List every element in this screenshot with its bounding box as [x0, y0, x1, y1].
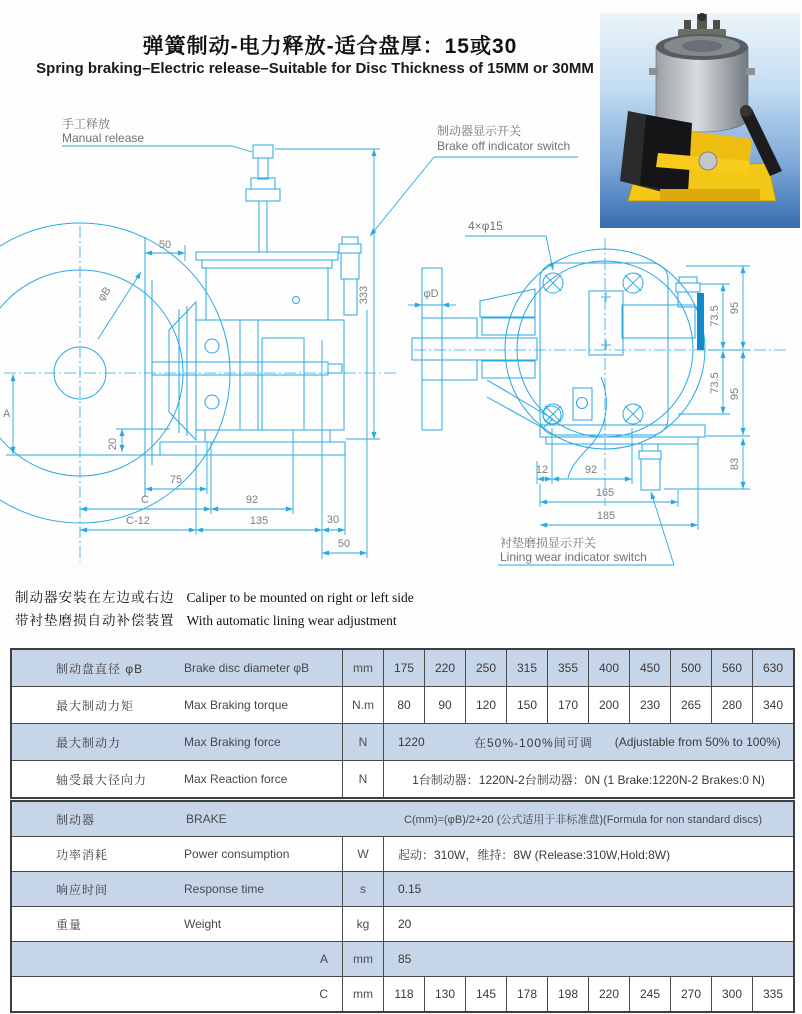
dim-20: 20 [107, 437, 119, 451]
spec-table-brake-sizes [10, 648, 795, 799]
page-subtitle: Spring braking–Electric release–Suitable for Disc Thickness of 15MM or 30MM [36, 60, 594, 77]
row-label-en: Max Braking force [184, 735, 281, 749]
value-cell: 120 [465, 687, 506, 723]
note-2-zh: 带衬垫磨损自动补偿装置 [15, 613, 175, 628]
dim-333: 333 [358, 285, 370, 305]
merged-value-cell: 起动：310W，维持：8W (Release:310W,Hold:8W) [398, 847, 671, 862]
callout-bolt-pattern [465, 219, 553, 270]
note-1-zh: 制动器安装在左边或右边 [15, 590, 175, 605]
value-cell: 250 [465, 650, 506, 686]
table-row [12, 760, 793, 797]
dim-a: A [3, 408, 11, 420]
bolt-pattern-label: 4×φ15 [468, 219, 503, 233]
dim-c: C [141, 494, 149, 506]
row-label-en: Max Reaction force [184, 772, 288, 786]
value-cell: 280 [711, 687, 752, 723]
value-cell: 200 [588, 687, 629, 723]
dim-185: 185 [596, 510, 616, 522]
merged-value-cell: 85 [398, 952, 412, 966]
dim-92-left: 92 [245, 494, 259, 506]
merged-value-cell: 20 [398, 917, 412, 931]
row-label-dim-a: A [319, 952, 328, 966]
row-label-zh: 制动盘直径 φB [56, 661, 144, 676]
technical-drawing [0, 115, 802, 585]
table-row [12, 650, 793, 686]
row-label-en: Response time [184, 882, 265, 896]
value-number: 1220 [398, 735, 425, 749]
value-en: (Adjustable from 50% to 100%) [614, 735, 781, 749]
row-label-en: Brake disc diameter φB [184, 661, 310, 675]
callout-lining-wear [498, 492, 674, 565]
spring-housing [196, 252, 338, 320]
row-label-dim-c: C [319, 987, 328, 1001]
table-row [12, 802, 793, 836]
value-cell: 245 [629, 977, 670, 1011]
row-label-zh: 重量 [56, 917, 83, 932]
unit-cell: mm [342, 977, 384, 1011]
row-label-zh: 最大制动力 [56, 735, 122, 750]
table-row [12, 976, 793, 1011]
merged-value-cell: 1台制动器：1220N-2台制动器：0N (1 Brake:1220N-2 Brakes:0 N) [412, 772, 765, 787]
unit-cell: s [342, 872, 384, 906]
caliper-body [152, 302, 345, 455]
value-cell: 198 [547, 977, 588, 1011]
dim-12: 12 [535, 464, 549, 476]
value-cell: 145 [465, 977, 506, 1011]
unit-cell: mm [342, 650, 384, 686]
row-label [12, 724, 342, 760]
unit-cell: mm [342, 942, 384, 976]
row-label-zh: 制动器 [56, 812, 96, 827]
table-row [12, 871, 793, 906]
row-label-en: Weight [184, 917, 222, 931]
dim-phi-b: φB [95, 284, 114, 304]
value-cell: 220 [588, 977, 629, 1011]
value-cell: 130 [424, 977, 465, 1011]
merged-value-cell: 0.15 [398, 882, 422, 896]
dim-50-top: 50 [158, 239, 172, 251]
value-cell: 220 [424, 650, 465, 686]
left-view-dimensions [3, 149, 380, 559]
value-cell: 175 [393, 661, 415, 675]
left-view [0, 145, 398, 562]
merged-value-cell [384, 724, 793, 760]
mounting-notes [15, 586, 414, 632]
row-label [12, 761, 342, 797]
indicator-switch-component [676, 277, 704, 350]
table-row [12, 941, 793, 976]
value-cell: 150 [506, 687, 547, 723]
mounting-bolts [543, 273, 643, 424]
brake-header-row [12, 802, 793, 836]
row-label-en: Max Braking torque [184, 698, 289, 712]
value-cell: 300 [711, 977, 752, 1011]
value-cell: 178 [506, 977, 547, 1011]
page-title: 弹簧制动-电力释放-适合盘厚：15或30 [142, 35, 518, 58]
row-label-en: Power consumption [184, 847, 290, 861]
row-label-zh: 功率消耗 [56, 847, 109, 862]
callout-manual-release [62, 117, 252, 152]
value-cell: 170 [547, 687, 588, 723]
value-cells [384, 687, 793, 723]
note-line-1 [15, 586, 414, 609]
value-zh: 在50%-100%间可调 [474, 735, 593, 750]
table-row [12, 723, 793, 760]
row-label-en: BRAKE [186, 812, 227, 826]
note-2-en: With automatic lining wear adjustment [186, 613, 397, 628]
formula-text: C(mm)=(φB)/2+20 (公式适用于非标准盘)(Formula for non standard discs) [404, 814, 762, 826]
table-row [12, 686, 793, 723]
dim-735-top: 73.5 [709, 305, 721, 327]
value-cell: 118 [394, 987, 414, 1001]
row-label-zh: 响应时间 [56, 882, 109, 897]
cable [568, 377, 606, 478]
value-cells [384, 650, 793, 686]
dim-92-right: 92 [584, 464, 598, 476]
table-row [12, 836, 793, 871]
caliper-arms [480, 289, 592, 428]
row-label-zh: 轴受最大径向力 [56, 772, 148, 787]
brake-off-label-en: Brake off indicator switch [437, 139, 571, 153]
dim-phi-d: φD [423, 288, 439, 300]
dim-735-bottom: 73.5 [709, 372, 721, 394]
dim-30: 30 [326, 514, 340, 526]
note-1-en: Caliper to be mounted on right or left side [186, 590, 414, 605]
unit-cell: N [342, 724, 384, 760]
value-cell: 560 [711, 650, 752, 686]
unit-cell: N [342, 761, 384, 797]
manual-release-bolt [246, 145, 280, 252]
lining-wear-label-en: Lining wear indicator switch [500, 550, 647, 564]
dim-95-top: 95 [729, 301, 741, 315]
value-cell: 355 [547, 650, 588, 686]
value-cell: 335 [752, 977, 793, 1011]
value-cell: 80 [397, 698, 411, 712]
unit-cell: N.m [342, 687, 384, 723]
value-cell: 230 [629, 687, 670, 723]
value-cell: 450 [629, 650, 670, 686]
dim-c12: C-12 [126, 515, 150, 527]
unit-cell: W [342, 837, 384, 871]
lining-wear-label-zh: 衬垫磨损显示开关 [500, 536, 597, 550]
value-cell: 340 [752, 687, 793, 723]
value-cell: 630 [752, 650, 793, 686]
row-label [12, 837, 342, 871]
dim-135: 135 [249, 515, 269, 527]
spec-table-brake-data [10, 800, 795, 1013]
dim-95-bottom: 95 [729, 387, 741, 401]
value-cell: 265 [670, 687, 711, 723]
dim-165: 165 [595, 487, 615, 499]
manual-release-label-en: Manual release [62, 131, 145, 145]
manual-release-label-zh: 手工释放 [62, 117, 111, 131]
value-cell: 400 [588, 650, 629, 686]
row-label-zh: 最大制动力矩 [56, 698, 135, 713]
value-cells [384, 977, 793, 1011]
dim-75: 75 [169, 474, 183, 486]
row-label [12, 907, 342, 941]
brake-off-label-zh: 制动器显示开关 [437, 124, 522, 138]
row-label [12, 872, 342, 906]
dim-50-bottom: 50 [337, 538, 351, 550]
value-cell: 90 [424, 687, 465, 723]
dim-83: 83 [729, 457, 741, 471]
note-line-2 [15, 609, 414, 632]
value-cell: 315 [506, 650, 547, 686]
row-label [12, 650, 342, 686]
table-row [12, 906, 793, 941]
unit-cell: kg [342, 907, 384, 941]
lining-wear-switch-component [639, 444, 661, 490]
row-label [12, 687, 342, 723]
value-cell: 270 [670, 977, 711, 1011]
value-cell: 500 [670, 650, 711, 686]
